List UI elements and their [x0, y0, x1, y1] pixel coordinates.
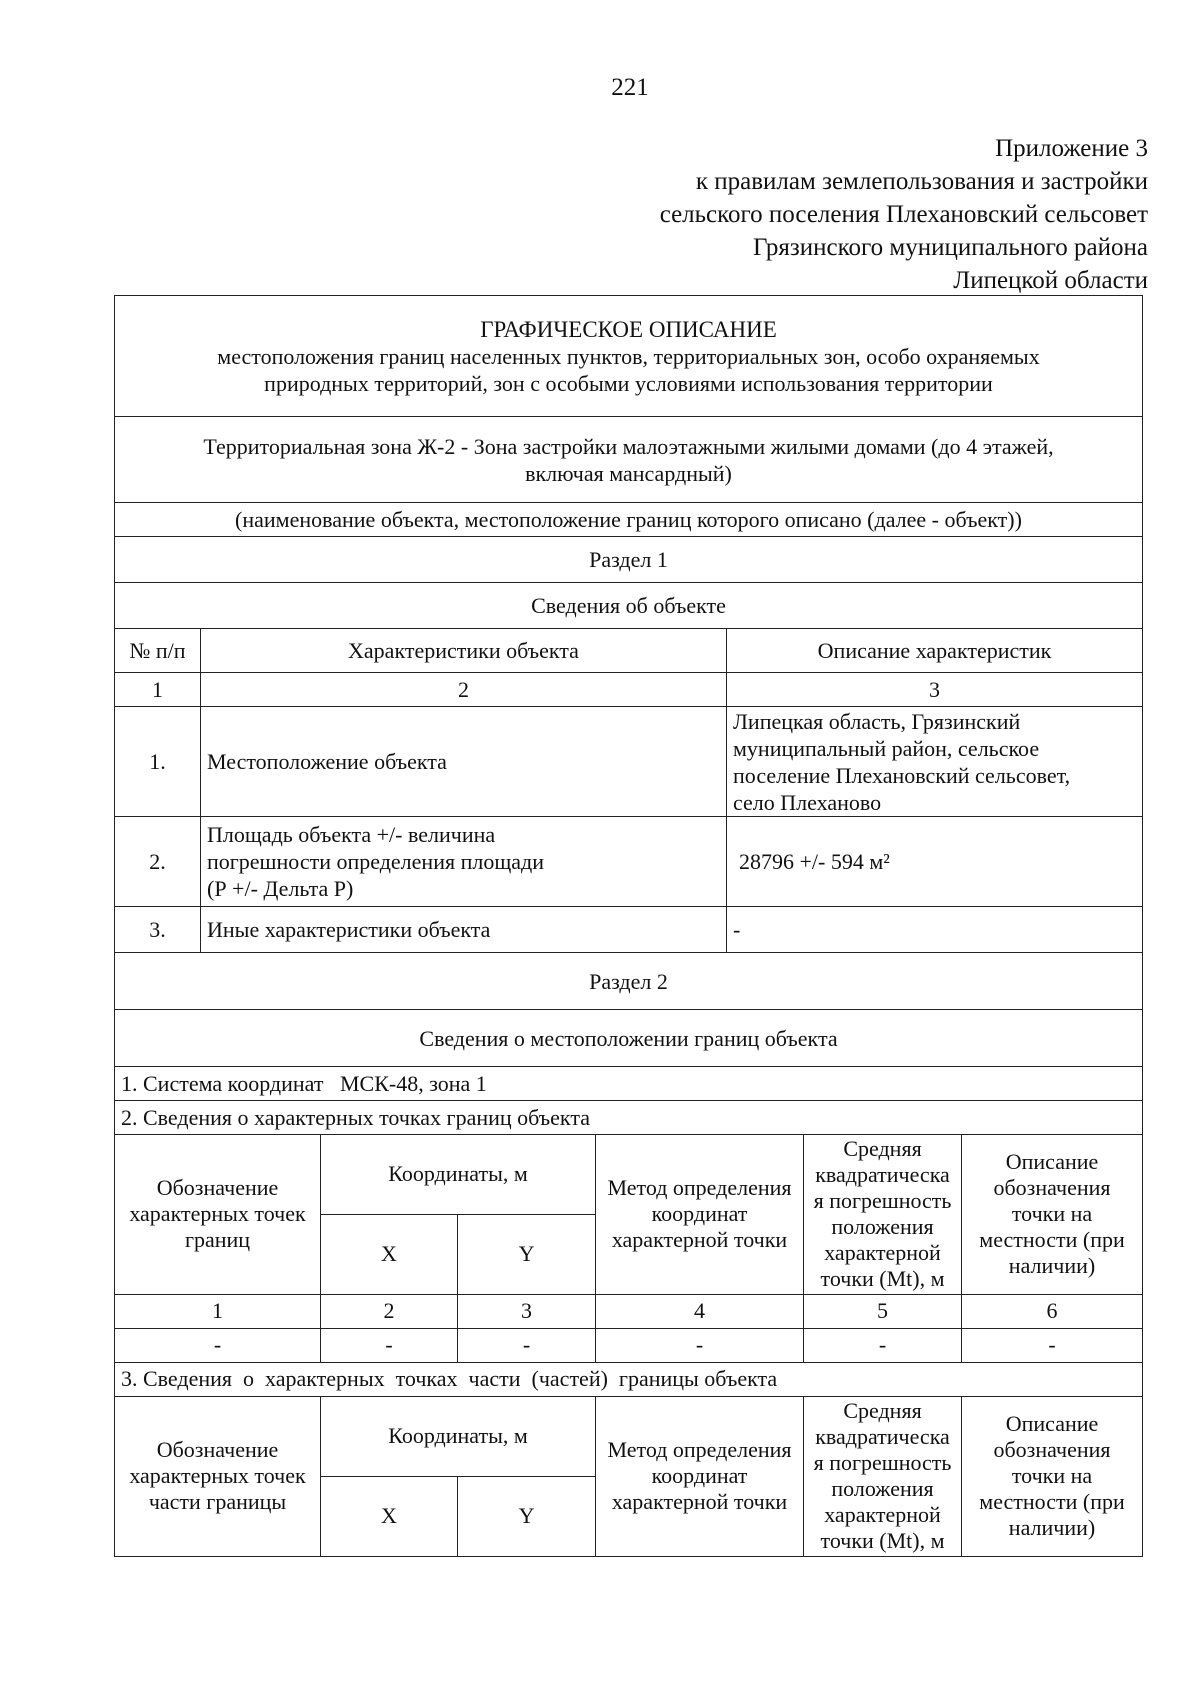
header-line: Описание: [1005, 1411, 1099, 1436]
header-line: Метод определения: [607, 1175, 792, 1200]
row-value: [727, 707, 1143, 817]
graphic-description-form: [114, 295, 1142, 1557]
cell-description: -: [962, 1328, 1143, 1362]
header-line: Обозначение: [156, 1437, 279, 1462]
header-line: характерной точки: [611, 1227, 788, 1252]
column-number: 1: [115, 1294, 321, 1328]
table-row: [115, 1328, 1143, 1362]
header-line: координат: [651, 1201, 748, 1226]
parts-col-x: X: [321, 1476, 458, 1556]
form-subtitle-line: местоположения границ населенных пунктов, территориальных зон, особо охраняемых: [217, 343, 1040, 369]
characteristic-line: Площадь объекта +/- величина: [207, 822, 496, 847]
header-line: точки на: [1011, 1463, 1093, 1488]
header-line: положения: [831, 1214, 934, 1239]
cell-error: -: [804, 1328, 962, 1362]
value-line: муниципальный район, сельское: [733, 735, 1040, 761]
appendix-line: сельского поселения Плехановский сельсовет: [659, 201, 1148, 228]
parts-col-method: [596, 1396, 804, 1556]
column-number: 2: [201, 673, 727, 707]
object-name-cell: [115, 417, 1143, 503]
section2-title: Раздел 2: [115, 953, 1143, 1010]
header-line: наличии): [1008, 1253, 1096, 1278]
characteristic-line: (Р +/- Дельта Р): [207, 876, 354, 901]
table-row: [115, 817, 1143, 907]
header-line: положения: [831, 1476, 934, 1501]
header-line: характерной: [824, 1502, 941, 1527]
value-line: село Плеханово: [733, 789, 882, 815]
table-row: [115, 707, 1143, 817]
points-heading: 2. Сведения о характерных точках границ объекта: [115, 1101, 1143, 1135]
table-row: [115, 907, 1143, 953]
cell-y: -: [458, 1328, 596, 1362]
row-characteristic: [201, 817, 727, 907]
header-line: характерной: [824, 1240, 941, 1265]
header-line: Метод определения: [607, 1437, 792, 1462]
points-col-x: X: [321, 1214, 458, 1294]
header-line: местности (при: [979, 1227, 1125, 1252]
points-col-description: [962, 1134, 1143, 1294]
appendix-line: к правилам землепользования и застройки: [695, 168, 1148, 195]
parts-col-coordinates: Координаты, м: [321, 1396, 596, 1476]
header-line: характерной точки: [611, 1489, 788, 1514]
parts-col-y: Y: [458, 1476, 596, 1556]
row-number: 3.: [115, 907, 201, 953]
characteristic-line: погрешности определения площади: [207, 849, 545, 874]
header-line: характерных точек: [129, 1201, 306, 1226]
row-value: 28796 +/- 594 м²: [727, 817, 1143, 907]
column-number: 3: [458, 1294, 596, 1328]
parts-heading: 3. Сведения о характерных точках части (частей) границы объекта: [115, 1362, 1143, 1396]
column-number: 3: [727, 673, 1143, 707]
points-col-method: [596, 1134, 804, 1294]
header-line: наличии): [1008, 1515, 1096, 1540]
row-characteristic: Местоположение объекта: [201, 707, 727, 817]
cell-x: -: [321, 1328, 458, 1362]
section1-subtitle: Сведения об объекте: [115, 583, 1143, 629]
points-col-coordinates: Координаты, м: [321, 1134, 596, 1214]
header-line: границ: [184, 1227, 251, 1252]
header-number: № п/п: [115, 629, 201, 673]
header-line: я погрешность: [813, 1450, 952, 1475]
section1-table: [114, 295, 1143, 1135]
row-characteristic: Иные характеристики объекта: [201, 907, 727, 953]
header-characteristic: Характеристики объекта: [201, 629, 727, 673]
header-line: Обозначение: [156, 1175, 279, 1200]
coordinate-system: 1. Система координат МСК-48, зона 1: [115, 1067, 1143, 1101]
form-title-cell: [115, 296, 1143, 417]
appendix-line: Приложение 3: [995, 135, 1148, 162]
appendix-line: Липецкой области: [953, 267, 1148, 294]
header-line: характерных точек: [129, 1463, 306, 1488]
header-line: квадратическа: [815, 1424, 950, 1449]
header-line: точки (Mt), м: [820, 1528, 945, 1553]
page-number: 221: [611, 74, 649, 101]
column-number: 2: [321, 1294, 458, 1328]
points-table: [114, 1134, 1143, 1557]
points-col-error: [804, 1134, 962, 1294]
column-number: 5: [804, 1294, 962, 1328]
header-line: точки на: [1011, 1201, 1093, 1226]
object-caption: (наименование объекта, местоположение границ которого описано (далее - объект)): [115, 503, 1143, 537]
header-line: Описание: [1005, 1149, 1099, 1174]
header-line: обозначения: [993, 1175, 1111, 1200]
column-number: 1: [115, 673, 201, 707]
row-number: 2.: [115, 817, 201, 907]
header-line: Средняя: [843, 1136, 922, 1161]
value-line: поселение Плехановский сельсовет,: [733, 762, 1071, 788]
row-value: -: [727, 907, 1143, 953]
header-description: Описание характеристик: [727, 629, 1143, 673]
section2-subtitle: Сведения о местоположении границ объекта: [115, 1010, 1143, 1067]
parts-col-error: [804, 1396, 962, 1556]
header-line: обозначения: [993, 1437, 1111, 1462]
header-line: местности (при: [979, 1489, 1125, 1514]
column-number: 4: [596, 1294, 804, 1328]
appendix-line: Грязинского муниципального района: [753, 234, 1148, 261]
value-line: Липецкая область, Грязинский: [733, 708, 1021, 734]
cell-method: -: [596, 1328, 804, 1362]
header-line: Средняя: [843, 1398, 922, 1423]
row-number: 1.: [115, 707, 201, 817]
header-line: координат: [651, 1463, 748, 1488]
column-number: 6: [962, 1294, 1143, 1328]
points-col-y: Y: [458, 1214, 596, 1294]
cell-designation: -: [115, 1328, 321, 1362]
parts-col-description: [962, 1396, 1143, 1556]
object-name-line: Территориальная зона Ж-2 - Зона застройки малоэтажными жилыми домами (до 4 этажей,: [203, 433, 1054, 459]
points-col-designation: [115, 1134, 321, 1294]
header-line: квадратическа: [815, 1162, 950, 1187]
header-line: я погрешность: [813, 1188, 952, 1213]
section1-title: Раздел 1: [115, 537, 1143, 583]
header-line: точки (Mt), м: [820, 1266, 945, 1291]
form-title: ГРАФИЧЕСКОЕ ОПИСАНИЕ: [480, 316, 777, 342]
form-subtitle-line: природных территорий, зон с особыми условиями использования территории: [264, 370, 993, 396]
header-line: части границы: [148, 1489, 287, 1514]
appendix-heading: [448, 132, 1148, 297]
object-name-line: включая мансардный): [525, 460, 732, 486]
parts-col-designation: [115, 1396, 321, 1556]
